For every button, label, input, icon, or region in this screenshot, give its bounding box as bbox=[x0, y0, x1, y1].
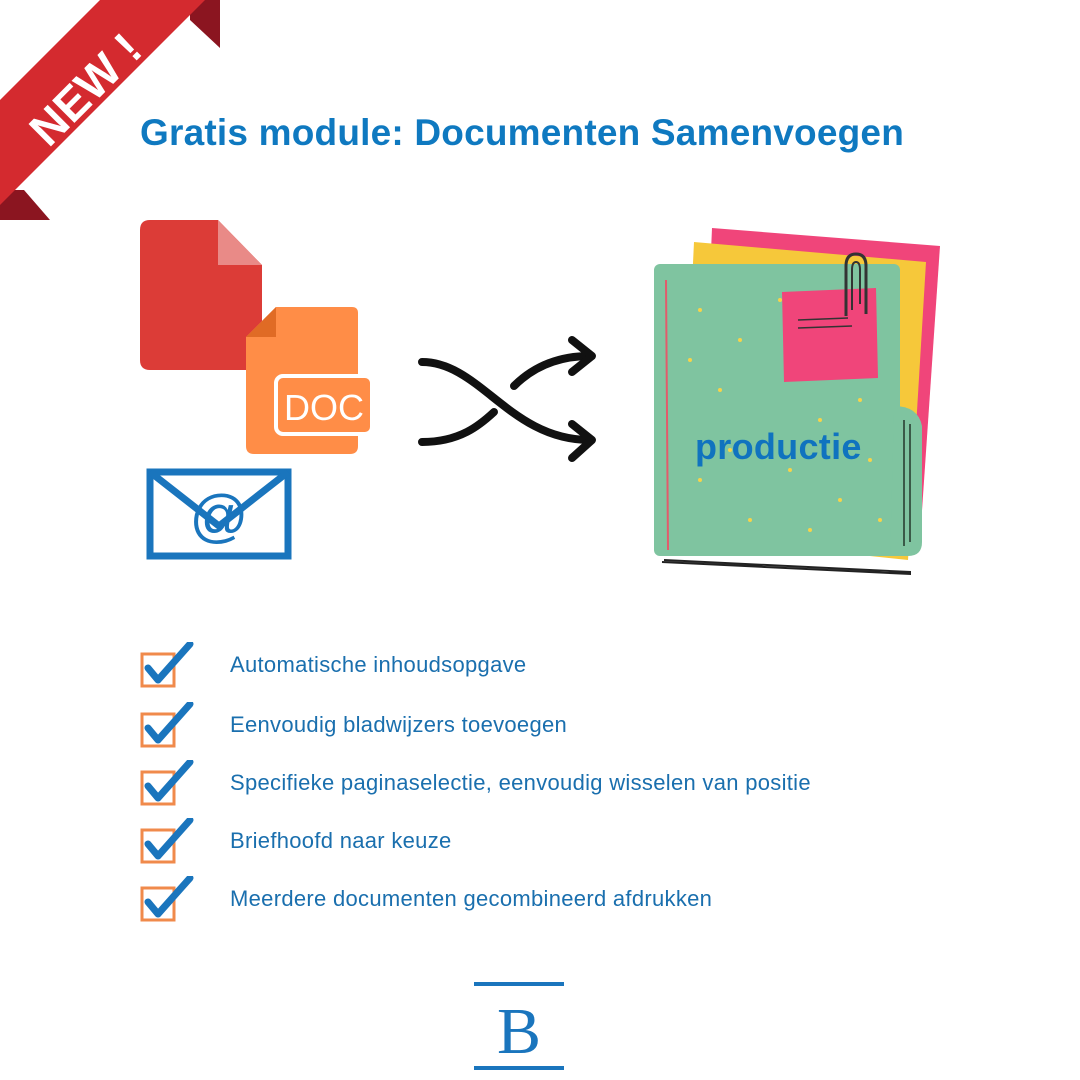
shuffle-arrows-icon bbox=[410, 330, 610, 480]
checkbox-checked-icon bbox=[140, 642, 194, 690]
new-badge-label: NEW ! bbox=[19, 23, 152, 156]
feature-item bbox=[140, 876, 900, 924]
page-title: Gratis module: Documenten Samenvoegen bbox=[140, 112, 905, 153]
feature-label: Eenvoudig bladwijzers toevoegen bbox=[230, 712, 568, 737]
feature-label: Briefhoofd naar keuze bbox=[230, 828, 452, 853]
logo-letter: B bbox=[496, 995, 542, 1068]
feature-label: Automatische inhoudsopgave bbox=[230, 652, 527, 677]
folder-label: productie bbox=[695, 426, 862, 467]
feature-label: Meerdere documenten gecombineerd afdrukken bbox=[230, 886, 713, 911]
doc-label: DOC bbox=[284, 387, 364, 428]
brand-logo bbox=[474, 980, 564, 1072]
checkbox-checked-icon bbox=[140, 818, 194, 866]
email-icon bbox=[150, 472, 288, 556]
checkbox-checked-icon bbox=[140, 760, 194, 808]
feature-label: Specifieke paginaselectie, eenvoudig wisselen van positie bbox=[230, 770, 811, 795]
doc-file-icon bbox=[246, 307, 372, 454]
feature-item bbox=[140, 702, 900, 750]
email-at-symbol: @ bbox=[189, 484, 249, 549]
checkbox-checked-icon bbox=[140, 702, 194, 750]
productie-folder-icon bbox=[640, 220, 950, 590]
feature-item bbox=[140, 818, 900, 866]
pdf-file-icon bbox=[140, 220, 262, 370]
feature-item bbox=[140, 760, 900, 808]
source-documents-group bbox=[130, 210, 390, 570]
checkbox-checked-icon bbox=[140, 876, 194, 924]
feature-item bbox=[140, 642, 900, 690]
